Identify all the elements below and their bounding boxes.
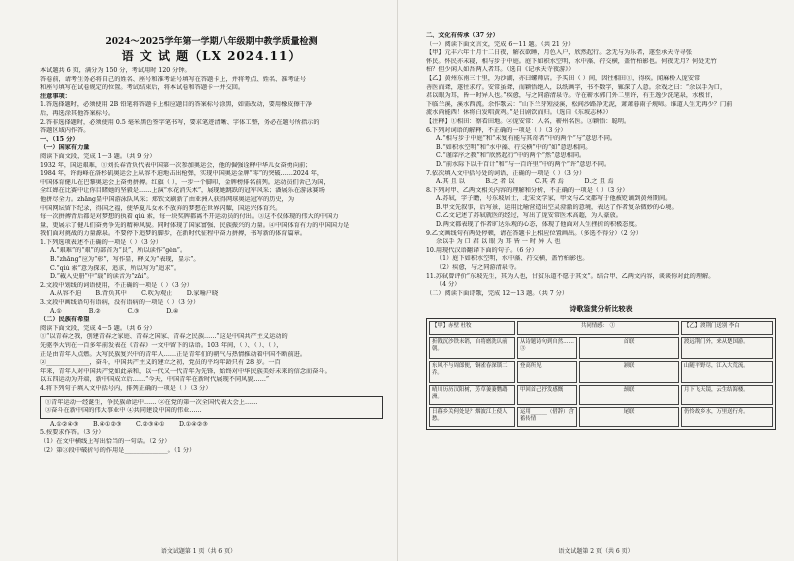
yi-row-3: 月下飞天镜，云生结海楼。: [681, 385, 773, 405]
comparison-table-title: 诗歌鉴赏分析比较表: [569, 304, 633, 314]
mid-row-4: 运用______（借辞）含蓄传情: [517, 407, 577, 427]
label-row-3: 颈联: [579, 385, 679, 405]
passage-2-line: 年来，青年人对中国共产党如此亲和，以一代又一代青年为先锋，始终对中华民族美好未来的信念而奋斗。: [40, 367, 331, 375]
subsection-1-heading: （一）国家有力量: [40, 144, 90, 152]
mid-row-2: 登高所见: [517, 361, 577, 383]
q4-box-line: ①青年运动一经诞生，争民族命运中…… ②在党的第一次全国代表大会上……: [45, 398, 258, 406]
yi-row-2: 山随平野尽，江入大荒流。: [681, 361, 773, 383]
annotations: 【注释】①相田：察看田地。②庞安常：人名，蕲州名医。③颖悟：聪明。: [426, 117, 631, 125]
common-emotion-banner: [517, 321, 679, 335]
passage-1-line: 我们面对挑战的力量源泉。不要停下追梦的脚步，在新时代征程中奋力拼搏，书写新的体育篇章。: [40, 230, 307, 238]
yi-row-1: 渡远荆门外，来从楚国游。: [681, 337, 773, 359]
q1-option-b: B.“zhāng”应为“彰”，写作显，释义为“表现，显示”。: [50, 256, 200, 264]
q4-box-line: ③奋斗在新中国的伟大事业中 ④共同建设中国的伟业……: [45, 407, 202, 415]
q1-option-a: A.“艰难”的“艰”的部首为“艮”，所以读作“gèn”。: [50, 247, 187, 255]
passage-2-line: 以五四运动为开端，新中国成立后……“今天，中国青年在新时代展现不同风貌……”: [40, 376, 270, 384]
q3-options: [40, 308, 383, 317]
q4-option-c: C.②③④①: [136, 420, 165, 428]
intro-line-2: 答卷前，请考生务必将自己的姓名、座号和准考证号填写在答题卡上，并将考点、姓名、准考证号: [40, 75, 307, 83]
q4-sentence-box: [40, 396, 383, 419]
q10-part-2: （2）疾愈，与之同游清泉寺。: [436, 264, 521, 272]
common-emotion-label: 共同情感：: [580, 323, 608, 330]
text-yi-line: 流水尚能西！休将白发唱黄鸡。”是日剧饮而归。（选自《东坡志林》）: [426, 109, 612, 117]
part-1-heading: 一、（15 分）: [40, 135, 79, 143]
passage-1-line: 每一次拼搏背后都是对梦想的执着 qiú 索，每一块奖牌都离不开运动员的付出。③这不仅体现的伟大的中国力: [40, 213, 339, 221]
poem-jia-author: 杜牧: [460, 323, 472, 330]
q3-option-c: C.③: [127, 307, 140, 315]
poem-comparison-diagram: [426, 318, 776, 430]
question-1: 1.下列选项表述不正确的一项是（ ）（3 分）: [40, 238, 163, 246]
passage-1-line: 全红婵在比赛中让你目睹她的坚毅是……上演“水花消失术”，展现她跳跃的冠军风采；潘展乐在游泳赛场: [40, 187, 325, 195]
q2-option-d: D.家喻户晓: [186, 290, 219, 298]
poem-yi-header: [681, 321, 773, 335]
q3-option-a: A.①: [50, 307, 62, 315]
q7-option-c: C.其 者 焉: [535, 178, 564, 186]
jia-row-4: 日暮乡关何处是？烟波江上使人愁。: [429, 407, 515, 427]
mid-row-3: 甲回首己抒发感慨: [517, 385, 577, 405]
passage-2-line: ①“以青春之我，创建青春之家庭、青春之国家、青春之民族……”这是中国共产主义运动的: [40, 333, 288, 341]
q7-option-b: B.之 者 以: [485, 178, 515, 186]
notice-line-4: 答题区域内作答。: [40, 127, 90, 135]
text-jia-line: 【甲】元丰六年十月十二日夜，解衣欲睡，月色入户，欣然起行。念无与为乐者，遂至承天寺寻张: [426, 49, 693, 57]
question-8: 8.下列对甲、乙两文相关内容的理解和分析，不正确的一项是（ ）（3 分）: [426, 186, 629, 194]
notice-line-2: 后，再选涂其他答案标号。: [40, 109, 115, 117]
page-1-footer: 语文试题第 1 页（共 6 页）: [160, 548, 237, 555]
q9-sentence: 余以手 为 口 君 以 眼 为 耳 皆 一 时 异 人 也: [436, 238, 561, 246]
intro-line-3: 和座号填写在试卷规定的位置。考试结束后，将本试卷和答题卡一并交回。: [40, 84, 245, 92]
q4-options: [40, 421, 383, 430]
jia-row-2: 东风不与周郎便，铜雀春深锁二乔。: [429, 361, 515, 383]
q7-option-d: D.之 且 焉: [584, 178, 614, 186]
question-3: 3.文段中画线语句有语病，没有语病的一项是（ ）（3 分）: [40, 299, 200, 307]
q2-options: [40, 290, 383, 299]
q8-option-c: C.乙文记述了苏轼就医的经过，写出了庞安常医术高超，为人豪放。: [436, 212, 622, 220]
part-2-heading: 二、文化有传承（37 分）: [426, 32, 499, 39]
subsection-2-instruction: 阅读下面文段，完成 4～5 题。（共 6 分）: [40, 324, 156, 332]
label-row-1: 首联: [579, 337, 679, 359]
passage-2-line: 正是由青年人点燃。大写民族复兴中的青年人……正是青年们的朝气与热情推动着中国不断前进。: [40, 350, 307, 358]
text-yi-line: 君以眼为耳，皆一时异人也。”疾愈，与之同游清泉寺。寺在蕲水郭门外二里许，有王逸少洗笔泉，水极甘，: [426, 92, 717, 100]
subsection-1-instruction: 阅读下面文段，完成 1～3 题。（共 9 分）: [40, 152, 156, 160]
yi-row-4: 仍怜故乡水，万里送行舟。: [681, 407, 773, 427]
subsection-2-heading: （二）民族有希望: [40, 316, 90, 324]
q8-option-b: B.甲文先叙事，后写景，运用比喻营造出空灵澄澈的意境，表达了作者复杂微妙的心境。: [436, 203, 678, 211]
poetry-subsection-heading: （二）阅读下面诗歌，完成 12～13 题。（共 7 分）: [426, 289, 569, 297]
q5-part-1: （1）在文中横线上写出恰当的一句话。（2 分）: [40, 437, 171, 445]
question-5: 5.按要求作答。（3 分）: [40, 429, 105, 437]
q6-option-b: B.“如积水空明”和“水中藻、荇交横”中的“如”意思相同。: [436, 143, 592, 151]
question-4: 4.将下列句子填入文中括号内，排列正确的一项是（ ）（3 分）: [40, 384, 212, 392]
page-2: [397, 0, 794, 561]
q4-option-d: D.①④②③: [179, 420, 208, 428]
q3-option-d: D.④: [166, 307, 179, 315]
q6-option-c: C.“谨庠序之教”和“欣然起行”中的两个“然”意思相同。: [436, 152, 586, 160]
notice-line-3: 2.答非选择题时，必须使用 0.5 毫米黑色签字笔书写，要求笔迹清晰、字体工整，务必在题号所指示的: [40, 118, 320, 126]
text-yi-line: 【乙】黄州东南三十里，为沙湖，亦曰螺师店。予买田（ ）间，因往相田①，得疾。闻麻桥人庞安常: [426, 74, 701, 82]
q4-option-a: A.①②④③: [50, 420, 79, 428]
q6-option-a: A.“相与步于中庭”和“未复有能与其奇者”中的两个“与”意思不同。: [436, 135, 617, 143]
classical-subsection-heading: （一）阅读下面文言文，完成 6～11 题。（共 21 分）: [426, 40, 575, 48]
exam-title: 2024～2025学年第一学期八年级期中教学质量检测: [105, 37, 318, 47]
q8-option-a: A.苏轼，字子瞻，号东坡居士，北宋文学家，甲文与乙文都写于他被贬谪到黄州期间。: [436, 195, 672, 203]
question-7: 7.依次填入文中括号处的词语，正确的一项是（ ）（3 分）: [426, 169, 586, 177]
poem-jia-title: 【甲】赤壁: [432, 323, 459, 330]
question-6: 6.下列对词语的解释，不正确的一项是（ ）（3 分）: [426, 126, 567, 134]
q6-option-d: D.“前水际下以千百计”和“与一百许里”中的两个“许”意思不同。: [436, 160, 611, 168]
passage-1-line: 1984 年，许海峰在洛杉矶奥运会上从容不迫地击出枪弹，实现中国奥运金牌“零”的突破……2024 年，: [40, 170, 324, 178]
question-11: 11.苏轼曾评价“东坡先生，其为人也，甘贫乐道不愿于其文”。结合甲、乙两文内容，谈谈你对此的理解。: [426, 272, 715, 280]
notice-line-1: 1.答选择题时，必须使用 2B 铅笔将答题卡上相应题目的答案标号涂黑，如需改动，要用橡皮擦干净: [40, 101, 313, 109]
poem-yi-author: 李白: [728, 323, 740, 330]
q11-points: （4 分）: [436, 281, 461, 289]
question-9: 9.乙文画线句有两处停顿，请在答题卡上相应位置画出。（多选不得分）（2 分）: [426, 229, 642, 237]
notice-title: 注意事项：: [40, 92, 71, 100]
text-yi-line: 下临兰溪，溪水西流。余作歌云：“山下兰芽短浸溪，松间沙路净无泥，萧萧暮雨子规啼。谁道人生无再少？门前: [426, 100, 733, 108]
text-jia-line: 怀民。怀民亦未寝，相与步于中庭。庭下如积水空明，水中藻、荇交横，盖竹柏影也。何夜无月？何处无竹: [426, 57, 717, 65]
passage-2-line: ②______________，奋斗，中国共产主义的建立之初，党员的平均年龄只有 28 岁。一百: [40, 359, 281, 367]
question-10: 10.用现代汉语翻译下面的句子。（6 分）: [426, 246, 538, 254]
label-row-4: 尾联: [579, 407, 679, 427]
poem-jia-header: [429, 321, 515, 335]
q8-option-d: D.两文都表现了作者旷达乐观的心态，体现了他面对人生挫折的积极态度。: [436, 221, 641, 229]
passage-1-line: 他拼尽全力。zhāng显中国游泳队风采；郑钦文刷新了由亚洲人获得网球奥运冠军的历史，为: [40, 195, 295, 203]
q1-option-c: C.“qiú 索”意为探求，追求，所以写为“追求”。: [50, 264, 181, 272]
q10-part-1: （1）庭下如积水空明，水中藻、荇交横，盖竹柏影也。: [436, 255, 589, 263]
passage-1-line: 1932 年，国运艰难，①刘长春背负代表中国第一次参加奥运会，他的倔强诠释中华儿女奋勇向前；: [40, 161, 312, 169]
passage-1-line: 中国网坛留下纪录，得国之福，使华夏儿女永不放弃的梦想在世界闪耀，国运兴体育兴。: [40, 204, 282, 212]
page-2-footer: 语文试题第 2 页（共 6 页）: [558, 548, 634, 555]
mid-row-1: 从诗题诗句到自然……③: [517, 337, 577, 359]
jia-row-3: 晴川历历汉阳树，芳草萋萋鹦鹉洲。: [429, 385, 515, 405]
question-2: 2.文段中划线的词语使用，不正确的一项是（ ）（3 分）: [40, 281, 193, 289]
q2-option-b: B.背负其中: [95, 290, 127, 298]
intro-line-1: 本试题共 6 页，满分为 150 分，考试用时 120 分钟。: [40, 67, 191, 74]
q7-options: [426, 178, 776, 187]
q3-option-b: B.②: [88, 307, 101, 315]
text-yi-line: 善医而聋，遂往求疗。安常虽聋，而颖悟绝人，以纸画字，书不数字，辄深了人意。余戏之曰：“余以手为口，: [426, 83, 727, 91]
q2-option-a: A.从容不迫: [50, 290, 82, 298]
passage-1-line: 量，更展示了健儿们奋勇争先的精神风貌。同时体现了国家富强、民族振兴的力量。④中国体育有力的中国国力是: [40, 221, 350, 229]
jia-row-1: 折戟沉沙铁未销，自将磨洗认前朝。: [429, 337, 515, 359]
paper-title: 语 文 试 题（LX 2024.11）: [121, 49, 302, 63]
q2-option-c: C.吹为观止: [141, 290, 173, 298]
passage-1-line: 中国体育健儿在巴黎奥运会上奋勇拼搏。红旗（ ），一步一个脚印，金牌榜排名前列。运动员们舍己为国，: [40, 178, 330, 186]
q5-part-2: （2）第③段中破折号的作用是______________。（1 分）: [40, 446, 196, 454]
q4-option-b: B.④①②③: [92, 420, 122, 428]
passage-2-line: 先驱李大钊在一百多年前发表在《青春》一文中留下的话语。103 年间，（ ）、（ ）、（ ），: [40, 342, 283, 349]
q7-option-a: A.其 且 以: [436, 178, 465, 186]
poem-yi-title: 【乙】渡荆门送别: [684, 323, 728, 330]
common-emotion-blank: ①: [609, 323, 616, 330]
label-row-2: 颔联: [579, 361, 679, 383]
q1-option-d: D.“載入史册”中“载”的读音为“zǎi”。: [50, 273, 153, 281]
text-jia-line: 柏？但少闲人如吾两人者耳。（选自《记承天寺夜游》）: [426, 66, 575, 74]
